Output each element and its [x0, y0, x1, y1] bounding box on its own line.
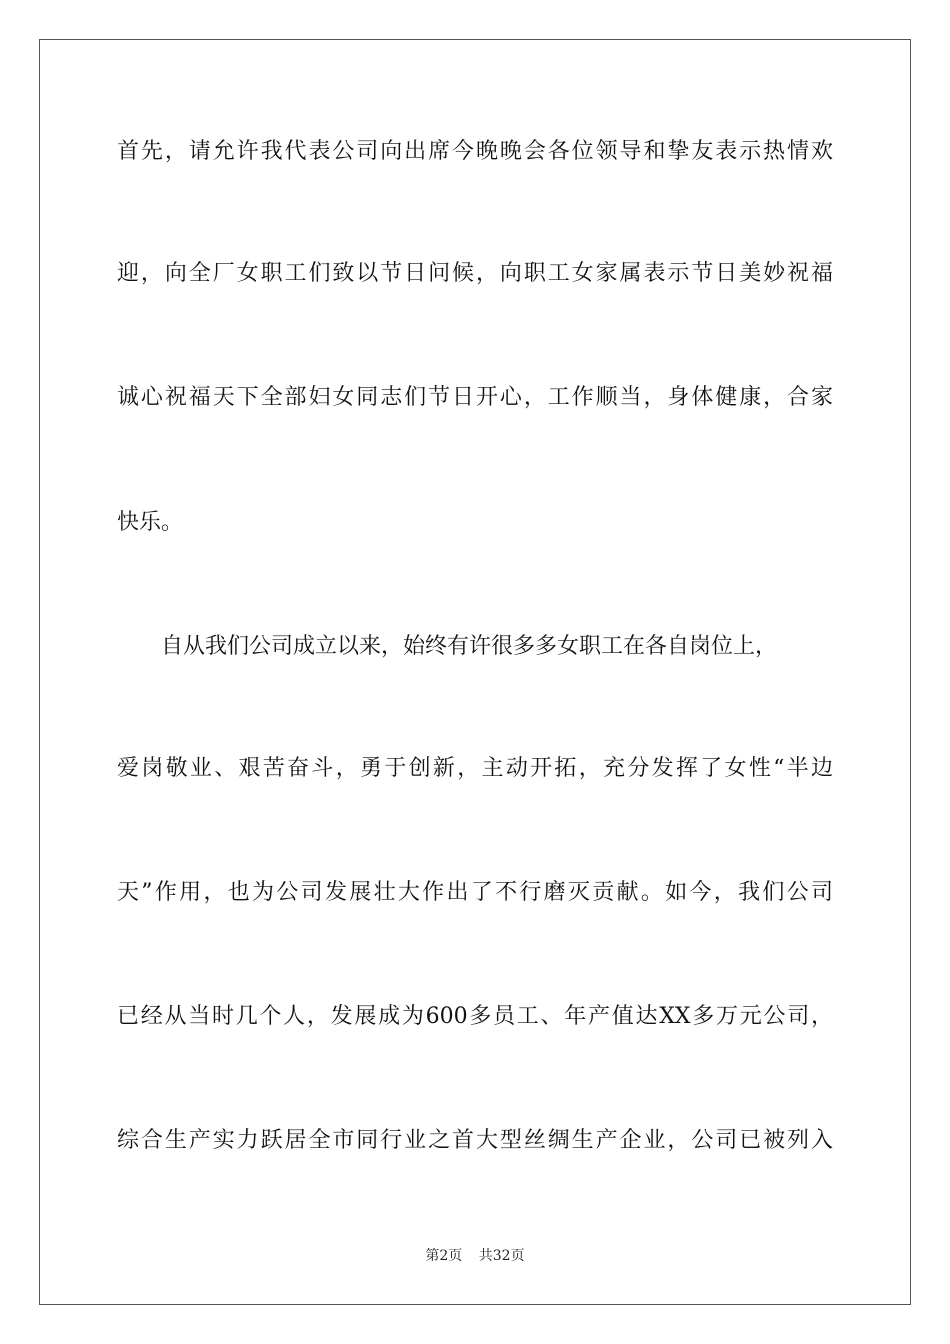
text-line-2: 迎，向全厂女职工们致以节日问候，向职工女家属表示节日美妙祝福: [117, 261, 833, 286]
text-line-4: 快乐。: [117, 510, 184, 535]
text-line-7: 天”作用，也为公司发展壮大作出了不行磨灭贡献。如今，我们公司: [117, 880, 833, 905]
text-line-3: 诚心祝福天下全部妇女同志们节日开心，工作顺当，身体健康，合家: [117, 385, 833, 410]
page-number: 第2页: [425, 1248, 463, 1264]
text-line-9: 综合生产实力跃居全市同行业之首大型丝绸生产企业，公司已被列入: [117, 1128, 833, 1153]
text-line-5: 自从我们公司成立以来，始终有许很多多女职工在各自岗位上，: [117, 634, 778, 659]
page-footer: [0, 1247, 950, 1265]
page-border: [39, 39, 911, 1305]
text-line-8: 已经从当时几个人，发展成为600多员工、年产值达XX多万元公司，: [117, 1004, 833, 1029]
page-total: 共32页: [478, 1248, 525, 1264]
text-line-1: 首先，请允许我代表公司向出席今晚晚会各位领导和挚友表示热情欢: [117, 139, 833, 164]
text-line-6: 爱岗敬业、艰苦奋斗，勇于创新，主动开拓，充分发挥了女性“半边: [117, 756, 833, 781]
